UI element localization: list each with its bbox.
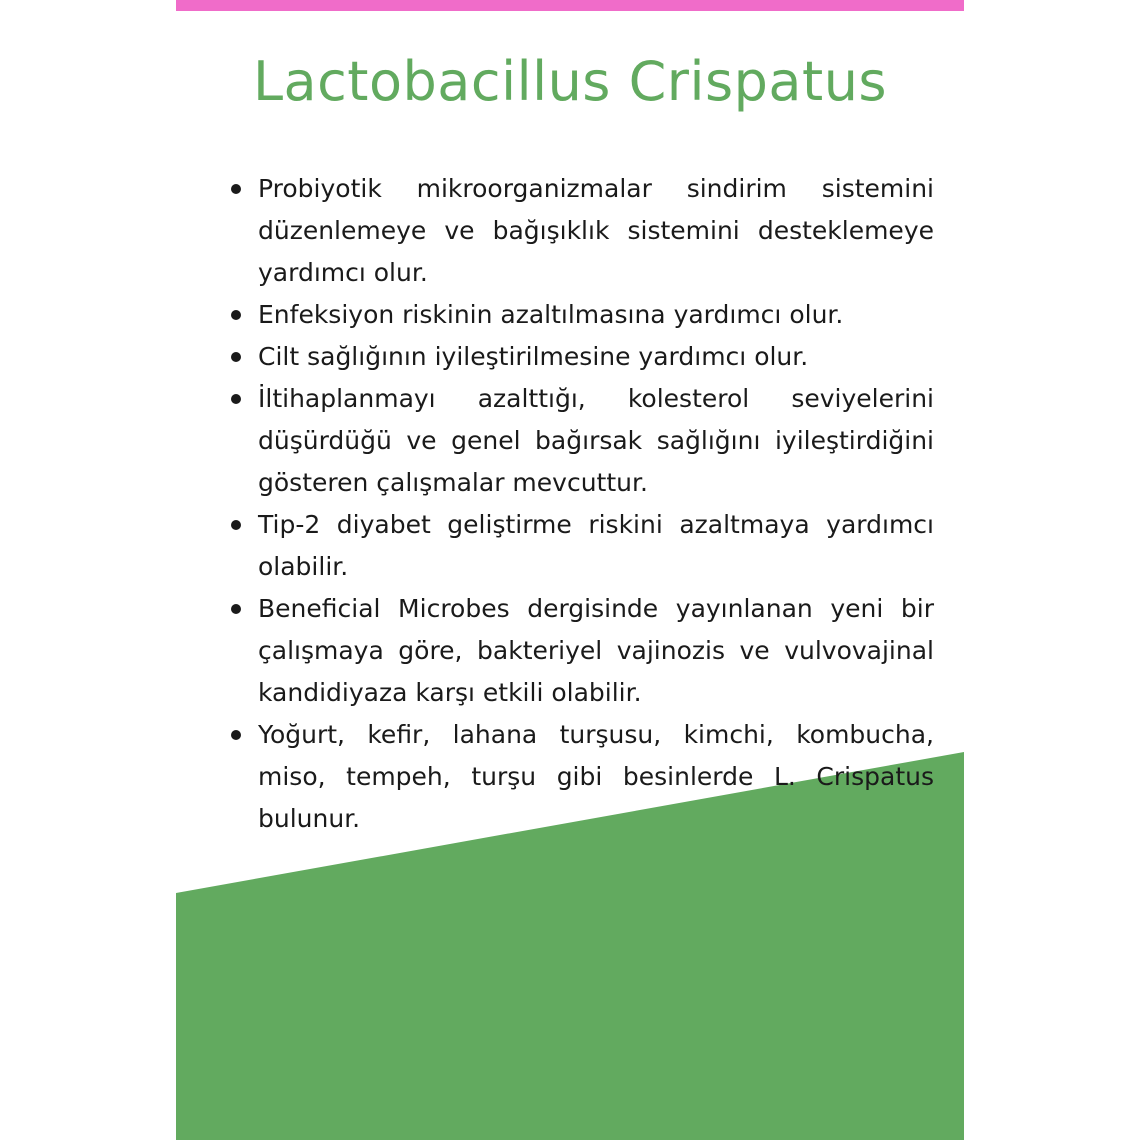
bullet-icon bbox=[231, 310, 241, 320]
bullet-icon bbox=[231, 520, 241, 530]
benefits-list bbox=[228, 168, 934, 840]
list-item bbox=[228, 588, 934, 714]
list-item-text: Enfeksiyon riskinin azaltılmasına yardımcı olur. bbox=[258, 300, 844, 329]
bullet-icon bbox=[231, 730, 241, 740]
list-item-text: Cilt sağlığının iyileştirilmesine yardımcı olur. bbox=[258, 342, 809, 371]
list-item bbox=[228, 336, 934, 378]
list-item-text: Probiyotik mikroorganizmalar sindirim sistemini düzenlemeye ve bağışıklık sistemini desteklemeye yardımcı olur. bbox=[258, 174, 934, 287]
bullet-icon bbox=[231, 184, 241, 194]
info-poster bbox=[176, 0, 964, 1140]
list-item-text: Tip-2 diyabet geliştirme riskini azaltmaya yardımcı olabilir. bbox=[258, 510, 934, 581]
list-item-text: İltihaplanmayı azalttığı, kolesterol seviyelerini düşürdüğü ve genel bağırsak sağlığını iyileştirdiğini gösteren çalışmalar mevcuttur. bbox=[258, 384, 934, 497]
list-item bbox=[228, 168, 934, 294]
list-item bbox=[228, 294, 934, 336]
bullet-icon bbox=[231, 394, 241, 404]
list-item bbox=[228, 378, 934, 504]
list-item bbox=[228, 714, 934, 840]
page-title: Lactobacillus Crispatus bbox=[252, 50, 888, 113]
list-item-text: Yoğurt, kefir, lahana turşusu, kimchi, kombucha, miso, tempeh, turşu gibi besinlerde L. Crispatus bulunur. bbox=[258, 720, 934, 833]
list-item-text: Beneficial Microbes dergisinde yayınlanan yeni bir çalışmaya göre, bakteriyel vajinozis ve vulvovajinal kandidiyaza karşı etkili olabilir. bbox=[258, 594, 934, 707]
list-item bbox=[228, 504, 934, 588]
bullet-icon bbox=[231, 352, 241, 362]
bullet-icon bbox=[231, 604, 241, 614]
